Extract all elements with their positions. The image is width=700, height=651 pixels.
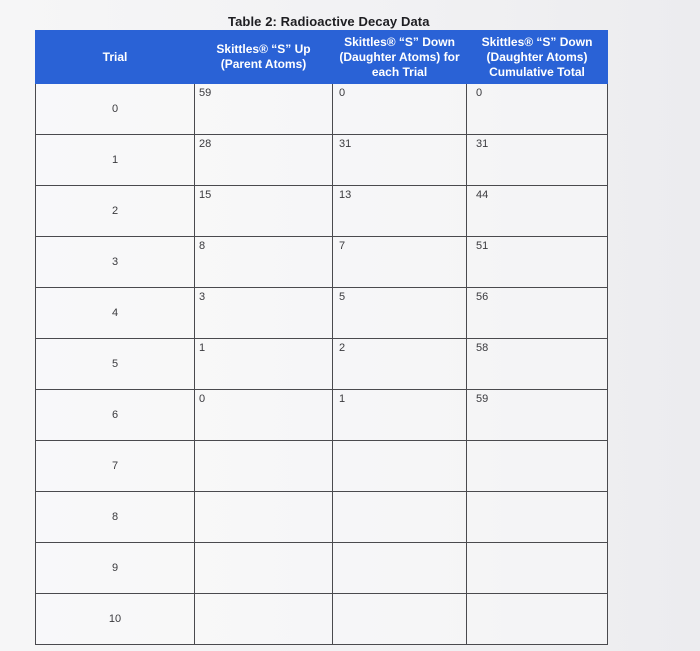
header-parent-line2: (Parent Atoms): [220, 57, 307, 71]
daughter-atoms-cell[interactable]: [333, 237, 467, 288]
parent-atoms-value: 0: [199, 393, 206, 405]
table-row: [36, 339, 608, 390]
parent-atoms-value: 59: [199, 87, 212, 99]
header-trial: [36, 31, 195, 84]
daughter-atoms-value: 5: [339, 291, 346, 303]
daughter-atoms-cell[interactable]: [333, 594, 467, 645]
table-row: [36, 84, 608, 135]
daughter-atoms-cell[interactable]: [333, 84, 467, 135]
parent-atoms-cell[interactable]: [195, 135, 333, 186]
parent-atoms-cell[interactable]: [195, 339, 333, 390]
table-row: [36, 441, 608, 492]
header-cumulative-total: [467, 31, 608, 84]
cumulative-total-cell[interactable]: [467, 237, 608, 288]
cumulative-total-value: [467, 492, 607, 495]
table-row: [36, 492, 608, 543]
daughter-atoms-cell[interactable]: [333, 288, 467, 339]
cumulative-total-cell[interactable]: [467, 339, 608, 390]
parent-atoms-cell[interactable]: [195, 84, 333, 135]
parent-atoms-cell[interactable]: [195, 492, 333, 543]
cumulative-total-value: 44: [476, 189, 489, 201]
parent-atoms-value: 15: [199, 189, 212, 201]
daughter-atoms-cell[interactable]: [333, 543, 467, 594]
parent-atoms-value: 28: [199, 138, 212, 150]
cumulative-total-value: 51: [476, 240, 489, 252]
cumulative-total-value: 59: [476, 393, 489, 405]
cumulative-total-cell[interactable]: [467, 390, 608, 441]
daughter-atoms-cell[interactable]: [333, 492, 467, 543]
parent-atoms-cell[interactable]: [195, 594, 333, 645]
parent-atoms-cell[interactable]: [195, 288, 333, 339]
table-row: [36, 543, 608, 594]
header-cumulative-line3: Cumulative Total: [489, 64, 585, 79]
trial-cell: 2: [36, 186, 195, 237]
trial-cell: 10: [36, 594, 195, 645]
parent-atoms-cell[interactable]: [195, 186, 333, 237]
parent-atoms-cell[interactable]: [195, 441, 333, 492]
radioactive-decay-table: [35, 30, 608, 645]
parent-atoms-cell[interactable]: [195, 390, 333, 441]
cumulative-total-cell[interactable]: [467, 84, 608, 135]
daughter-atoms-value: [333, 441, 466, 444]
table-row: [36, 288, 608, 339]
trial-cell: 0: [36, 84, 195, 135]
parent-atoms-value: [195, 492, 332, 495]
daughter-atoms-value: 0: [339, 87, 346, 99]
trial-cell: 8: [36, 492, 195, 543]
header-cumulative-line1: Skittles® “S” Down: [481, 34, 593, 49]
header-daughter-line1: Skittles® “S” Down: [344, 34, 455, 49]
header-row: [36, 31, 608, 84]
cumulative-total-cell[interactable]: [467, 135, 608, 186]
header-parent-atoms: [195, 31, 333, 84]
cumulative-total-cell[interactable]: [467, 186, 608, 237]
cumulative-total-cell[interactable]: [467, 288, 608, 339]
daughter-atoms-value: 2: [339, 342, 346, 354]
trial-cell: 6: [36, 390, 195, 441]
header-trial-label: Trial: [102, 49, 128, 64]
table-row: [36, 594, 608, 645]
parent-atoms-cell[interactable]: [195, 543, 333, 594]
cumulative-total-value: [467, 594, 607, 597]
daughter-atoms-value: 7: [339, 240, 346, 252]
trial-cell: 9: [36, 543, 195, 594]
daughter-atoms-value: [333, 594, 466, 597]
cumulative-total-cell[interactable]: [467, 492, 608, 543]
header-cumulative-line2: (Daughter Atoms): [486, 49, 588, 64]
daughter-atoms-value: [333, 543, 466, 546]
table-row: [36, 186, 608, 237]
table-row: [36, 135, 608, 186]
parent-atoms-value: 3: [199, 291, 206, 303]
daughter-atoms-value: 31: [339, 138, 352, 150]
cumulative-total-value: [467, 441, 607, 444]
cumulative-total-value: 56: [476, 291, 489, 303]
parent-atoms-value: 8: [199, 240, 206, 252]
parent-atoms-value: [195, 543, 332, 546]
daughter-atoms-cell[interactable]: [333, 390, 467, 441]
header-daughter-line3: each Trial: [371, 64, 428, 79]
trial-cell: 3: [36, 237, 195, 288]
header-daughter-line2: (Daughter Atoms) for: [339, 49, 460, 64]
trial-cell: 5: [36, 339, 195, 390]
header-daughter-atoms: [333, 31, 467, 84]
cumulative-total-value: 0: [476, 87, 483, 99]
daughter-atoms-cell[interactable]: [333, 186, 467, 237]
trial-cell: 4: [36, 288, 195, 339]
daughter-atoms-cell[interactable]: [333, 135, 467, 186]
daughter-atoms-value: 1: [339, 393, 346, 405]
daughter-atoms-cell[interactable]: [333, 339, 467, 390]
trial-cell: 1: [36, 135, 195, 186]
table-title: Table 2: Radioactive Decay Data: [228, 14, 430, 29]
parent-atoms-cell[interactable]: [195, 237, 333, 288]
table-row: [36, 390, 608, 441]
cumulative-total-cell[interactable]: [467, 543, 608, 594]
header-parent-line1: Skittles® “S” Up: [216, 42, 311, 56]
cumulative-total-value: [467, 543, 607, 546]
table-row: [36, 237, 608, 288]
daughter-atoms-value: 13: [339, 189, 352, 201]
cumulative-total-cell[interactable]: [467, 441, 608, 492]
daughter-atoms-cell[interactable]: [333, 441, 467, 492]
cumulative-total-cell[interactable]: [467, 594, 608, 645]
daughter-atoms-value: [333, 492, 466, 495]
parent-atoms-value: 1: [199, 342, 206, 354]
parent-atoms-value: [195, 594, 332, 597]
trial-cell: 7: [36, 441, 195, 492]
cumulative-total-value: 58: [476, 342, 489, 354]
cumulative-total-value: 31: [476, 138, 489, 150]
parent-atoms-value: [195, 441, 332, 444]
